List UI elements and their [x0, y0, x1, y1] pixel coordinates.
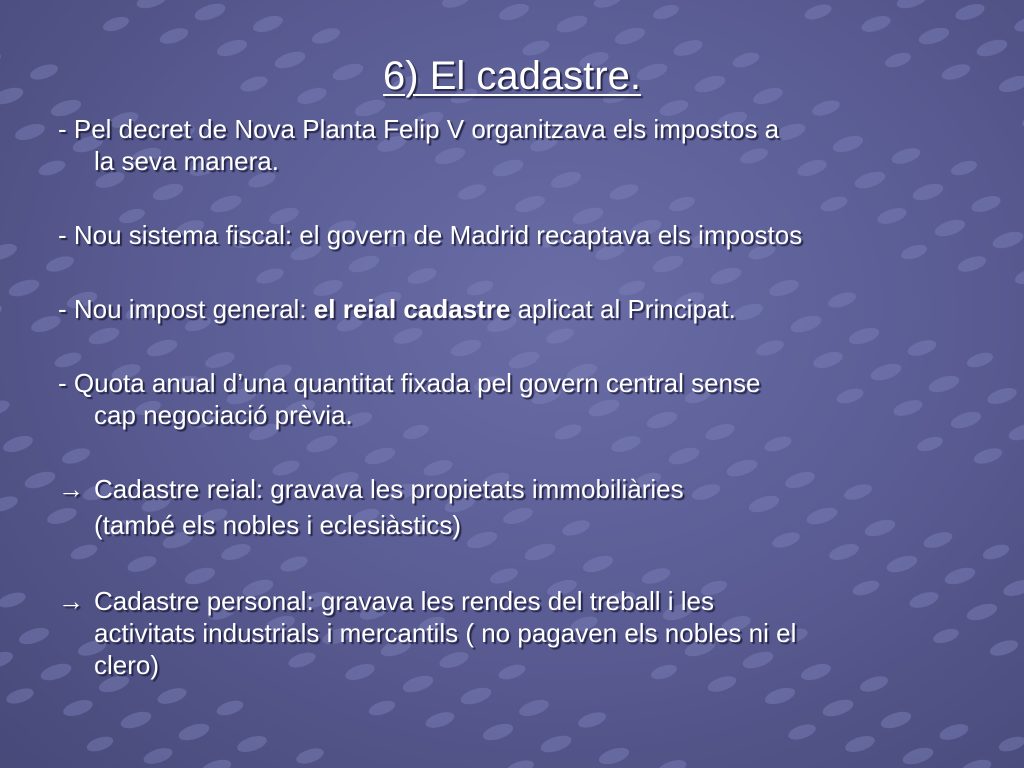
- background-dot: [906, 337, 938, 359]
- paragraph-line: - Quota anual d’una quantitat fixada pel govern central sense: [58, 368, 761, 398]
- background-dot: [151, 181, 185, 204]
- background-dot: [23, 468, 58, 491]
- paragraph-quota-anual: [58, 367, 978, 431]
- paragraph-line: cap negociació prèvia.: [94, 400, 353, 430]
- background-dot: [803, 2, 834, 23]
- background-dot: [135, 0, 169, 12]
- background-dot: [847, 325, 881, 348]
- paragraph-nova-planta: [58, 113, 978, 177]
- background-dot: [667, 194, 696, 214]
- background-dot: [513, 193, 547, 216]
- background-dot: [142, 745, 175, 767]
- background-dot: [60, 445, 92, 466]
- background-dot: [424, 709, 456, 731]
- background-dot: [367, 698, 397, 718]
- background-dot: [254, 265, 285, 286]
- background-dot: [119, 708, 154, 731]
- background-dot: [459, 684, 494, 707]
- paragraph-line: Cadastre personal: gravava les rendes del treball i les: [94, 586, 715, 616]
- background-dot: [763, 685, 797, 708]
- background-dot: [481, 721, 515, 744]
- paragraph-text: - Nou impost general:: [58, 294, 314, 324]
- background-dot: [609, 433, 642, 455]
- background-dot: [991, 228, 1024, 251]
- background-dot: [917, 24, 951, 47]
- background-dot: [61, 697, 94, 719]
- background-dot: [69, 542, 99, 562]
- background-dot: [1007, 420, 1024, 443]
- background-dot: [969, 193, 1002, 215]
- background-dot: [581, 553, 615, 576]
- background-dot: [4, 685, 35, 706]
- background-dot: [915, 434, 944, 454]
- background-dot: [488, 565, 520, 586]
- background-dot: [456, 181, 488, 202]
- background-dot: [613, 25, 647, 48]
- background-dot: [0, 301, 4, 322]
- background-dot: [539, 732, 574, 755]
- background-dot: [819, 194, 850, 215]
- paragraph-cadastre-personal: [58, 585, 978, 681]
- background-dot: [177, 720, 212, 743]
- background-dot: [544, 325, 575, 346]
- background-dot: [44, 253, 76, 274]
- background-dot: [449, 337, 483, 360]
- background-dot: [953, 1, 986, 23]
- background-dot: [85, 734, 115, 754]
- background-dot: [523, 540, 558, 563]
- paragraph-text: aplicat al Principat.: [510, 294, 736, 324]
- background-dot: [1, 433, 35, 456]
- background-dot: [981, 542, 1011, 562]
- background-dot: [1013, 265, 1024, 288]
- background-dot: [517, 697, 551, 720]
- background-dot: [294, 745, 325, 766]
- background-dot: [126, 553, 159, 575]
- background-dot: [215, 698, 245, 718]
- background-dot: [7, 276, 42, 299]
- background-dot: [0, 241, 19, 264]
- background-dot: [972, 445, 1004, 467]
- background-dot: [0, 590, 27, 611]
- background-dot: [608, 181, 640, 203]
- background-dot: [901, 744, 936, 767]
- background-dot: [406, 265, 439, 287]
- background-dot: [13, 121, 47, 144]
- background-dot: [576, 709, 608, 730]
- background-dot: [656, 757, 688, 768]
- background-dot: [199, 757, 233, 768]
- background-dot: [988, 637, 1020, 659]
- background-dot: [305, 432, 340, 455]
- background-dot: [440, 0, 472, 11]
- slide-title: 6) El cadastre.: [383, 54, 641, 98]
- background-dot: [0, 649, 15, 672]
- background-dot: [959, 756, 994, 768]
- background-dot: [885, 552, 920, 575]
- background-dot: [786, 721, 817, 742]
- background-dot: [985, 385, 1018, 407]
- background-dot: [0, 493, 20, 514]
- background-dot: [504, 757, 536, 768]
- background-dot: [392, 325, 425, 347]
- background-dot: [667, 444, 701, 467]
- background-dot: [145, 336, 180, 359]
- paragraph-line: Cadastre reial: gravava les propietats immobiliàries: [94, 474, 684, 504]
- background-dot: [843, 733, 876, 755]
- background-dot: [956, 253, 988, 275]
- background-dot: [1001, 577, 1024, 599]
- background-dot: [101, 14, 130, 34]
- emphasis-text: el reial cadastre: [313, 294, 511, 324]
- paragraph-line: - Nou sistema fiscal: el govern de Madrid recaptava els impostos: [58, 220, 803, 250]
- background-dot: [911, 180, 946, 203]
- background-dot: [87, 324, 122, 347]
- background-dot: [347, 253, 381, 276]
- background-dot: [310, 25, 342, 46]
- background-dot: [1020, 109, 1024, 130]
- background-dot: [158, 25, 190, 47]
- background-dot: [821, 696, 856, 719]
- background-dot: [193, 0, 228, 23]
- background-dot: [879, 709, 913, 732]
- background-dot: [209, 192, 244, 215]
- background-dot: [235, 733, 268, 755]
- background-dot: [709, 264, 744, 287]
- background-dot: [0, 398, 11, 419]
- paragraph-line: (també els nobles i eclesiàstics): [94, 510, 462, 540]
- background-dot: [895, 0, 929, 12]
- background-dot: [363, 445, 397, 468]
- paragraph-line: clero): [94, 650, 160, 680]
- paragraph-line: - Pel decret de Nova Planta Felip V organitzava els impostos a: [58, 114, 780, 144]
- background-dot: [17, 625, 51, 648]
- background-dot: [597, 745, 631, 768]
- background-dot: [859, 13, 892, 35]
- paragraph-line: la seva manera.: [94, 146, 279, 176]
- background-dot: [763, 434, 794, 455]
- background-dot: [278, 553, 309, 574]
- background-dot: [754, 337, 785, 358]
- background-dot: [651, 252, 686, 275]
- background-dot: [592, 0, 624, 11]
- background-dot: [938, 721, 971, 743]
- paragraph-cadastre-reial: [58, 473, 978, 541]
- background-dot: [497, 1, 531, 24]
- background-dot: [555, 12, 590, 35]
- background-dot: [251, 13, 285, 36]
- background-dot: [651, 2, 680, 22]
- paragraph-line: activitats industrials i mercantils ( no pagaven els nobles ni el: [94, 618, 797, 648]
- paragraph-sistema-fiscal: [58, 219, 978, 251]
- background-dot: [219, 541, 252, 563]
- paragraph-impost-general: [58, 293, 978, 325]
- background-dot: [827, 541, 861, 563]
- background-dot: [997, 734, 1024, 754]
- arrow-right-icon: →: [58, 474, 84, 504]
- arrow-right-icon: →: [58, 586, 84, 616]
- background-dot: [156, 685, 189, 707]
- background-dot: [1013, 14, 1024, 35]
- background-dot: [640, 565, 672, 587]
